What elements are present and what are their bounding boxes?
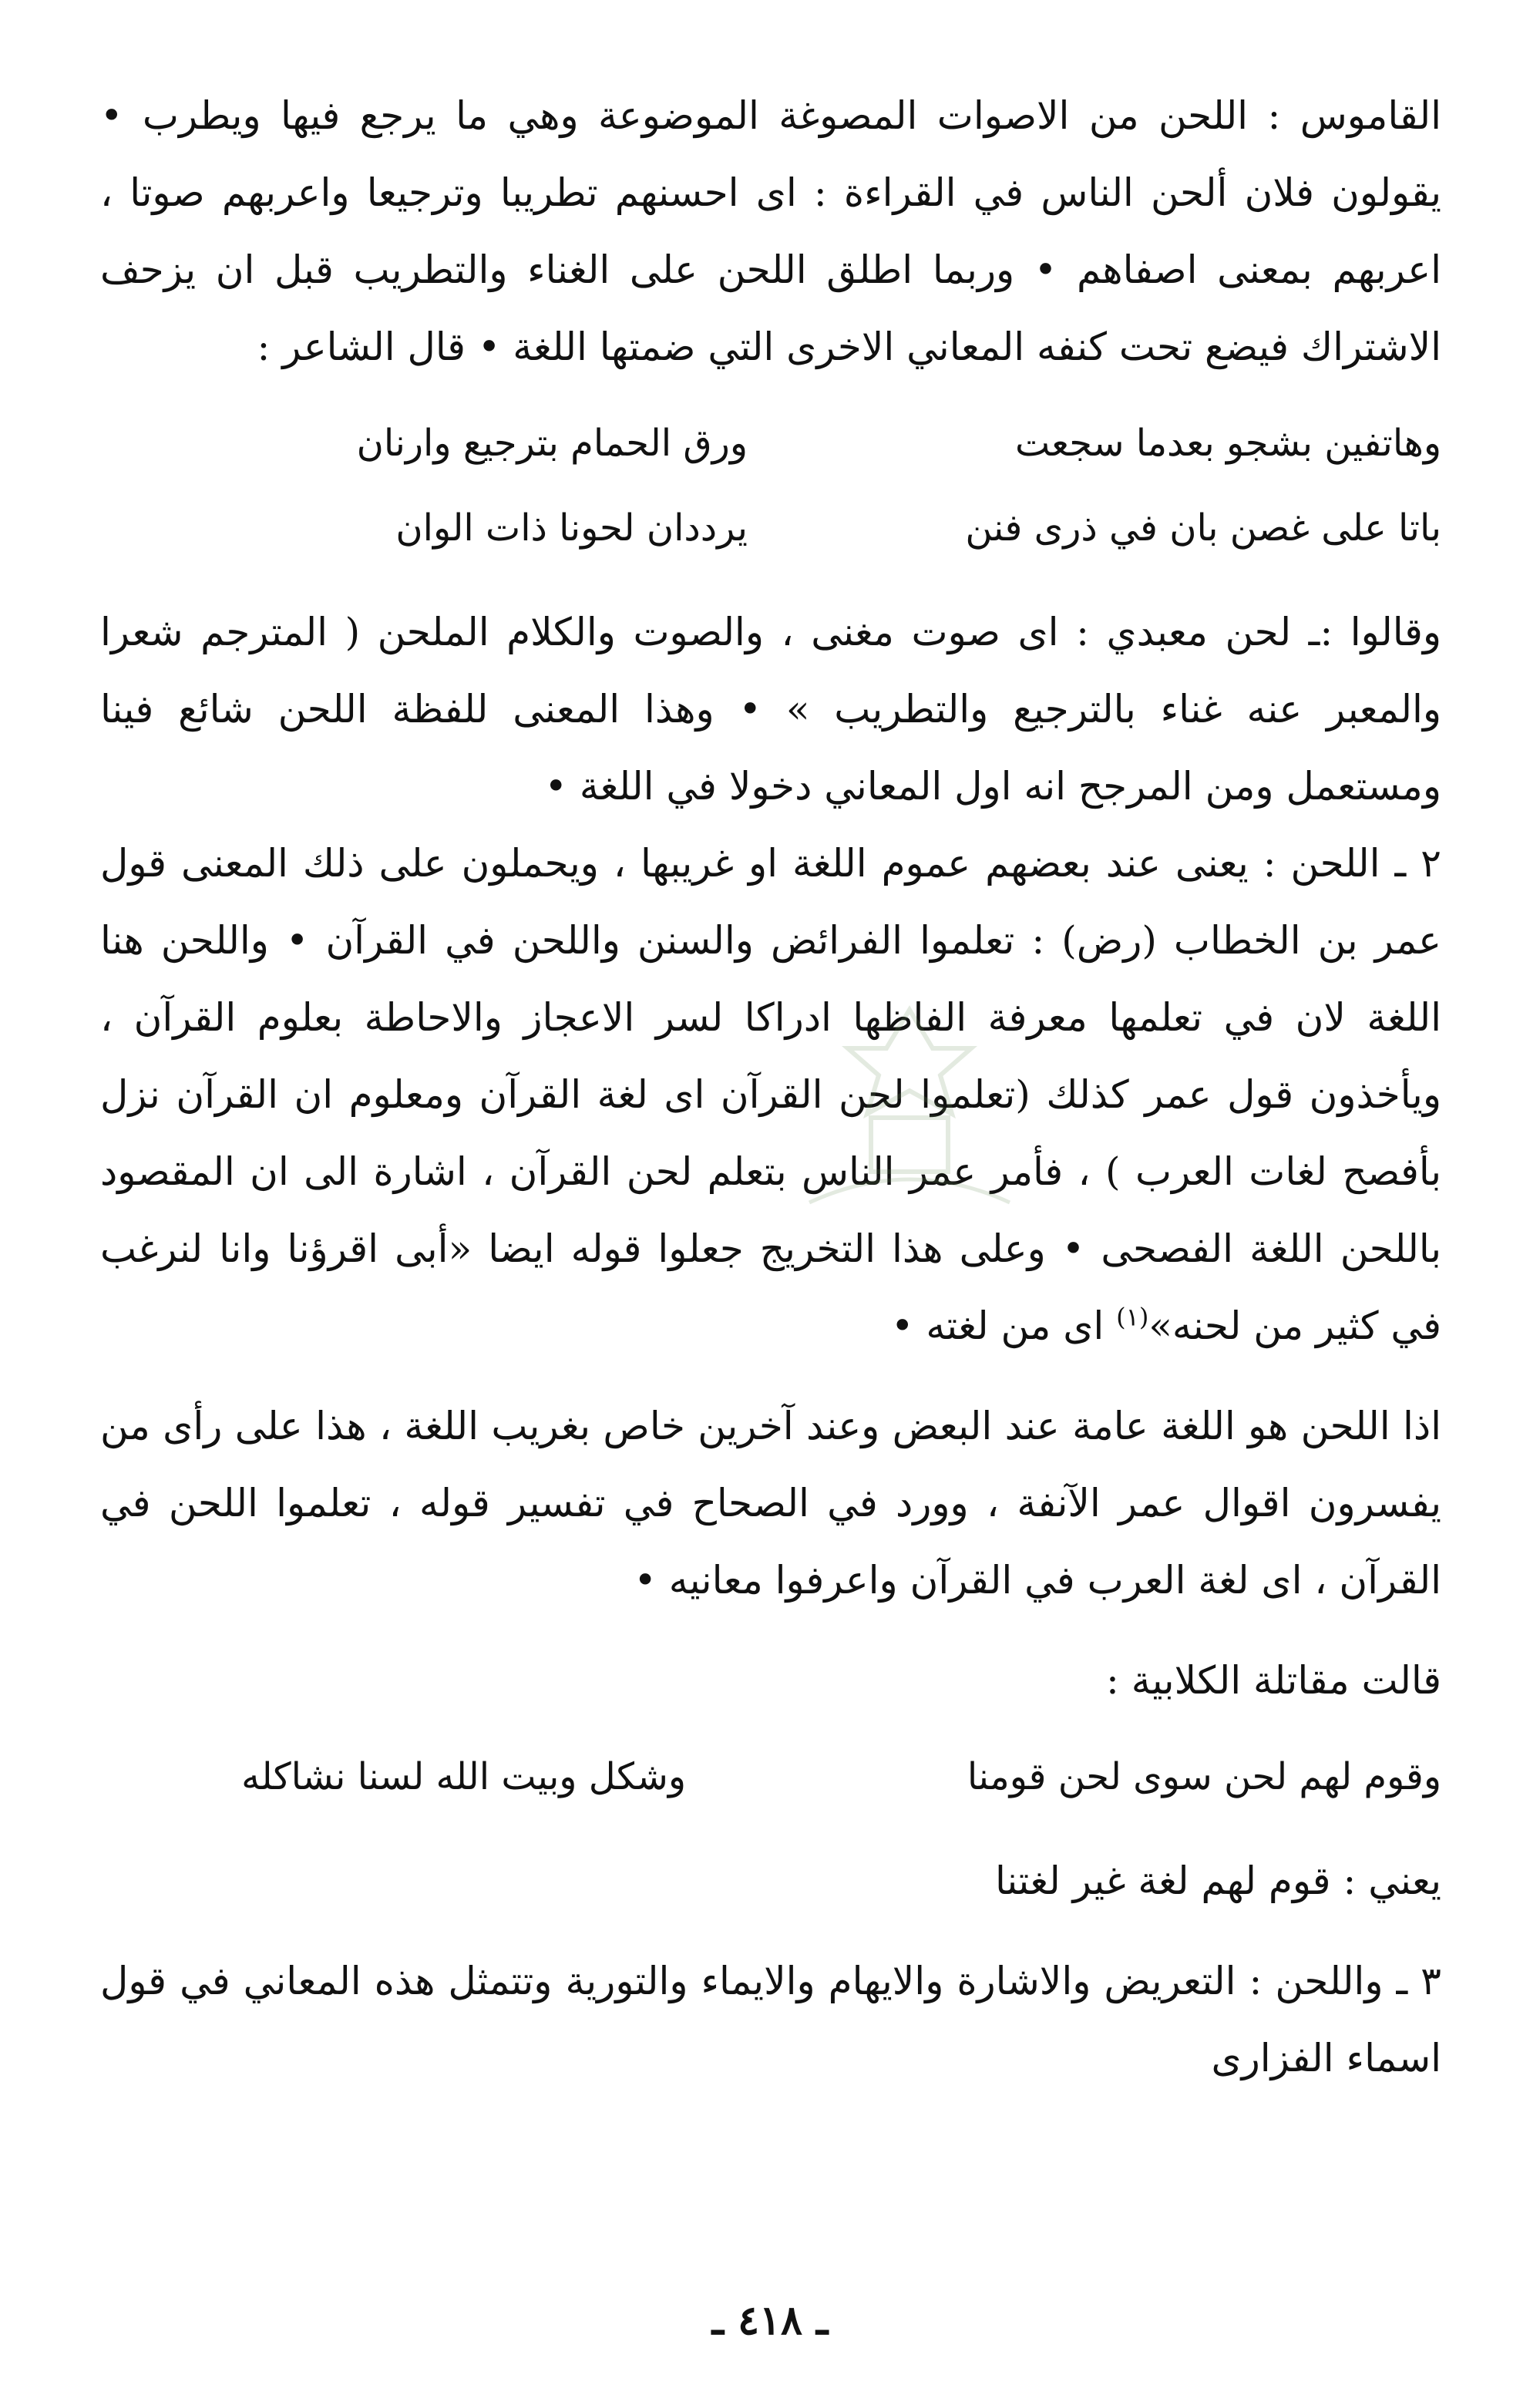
- paragraph-meaning: يعني : قوم لهم لغة غير لغتنا: [994, 1858, 1441, 1903]
- page-number: ـ ٤١٨ ـ: [711, 2297, 829, 2344]
- verse-line: [100, 486, 1441, 570]
- page-body: [100, 77, 1441, 2097]
- paragraph-poet-intro: قالت مقاتلة الكلابية :: [1106, 1658, 1441, 1703]
- verse-hemistich-left: وشكل وبيت الله لسنا نشاكله: [241, 1755, 686, 1798]
- footnote-marker[interactable]: (١): [1116, 1302, 1149, 1332]
- paragraph-section-2-tail: اى من لغته •: [890, 1303, 1105, 1348]
- verse-block-1: [100, 401, 1441, 570]
- paragraph-summary: اذا اللحن هو اللغة عامة عند البعض وعند آخرين خاص بغريب اللغة ، هذا على رأى من يفسرون اقوال عمر الآنفة ، وورد في الصحاح في تفسير قوله ، تعلموا اللحن في القرآن ، اى لغة العرب في القرآن واعرفوا معانيه •: [100, 1404, 1441, 1603]
- paragraph-lahn-maabadi: وقالوا :ـ لحن معبدي : اى صوت مغنى ، والصوت والكلام الملحن ( المترجم شعرا والمعبر عنه غناء بالترجيع والتطريب » • وهذا المعنى للفظة اللحن شائع فينا ومستعمل ومن المرجح انه اول المعاني دخولا في اللغة •: [100, 610, 1441, 809]
- verse-line: [100, 1734, 1441, 1819]
- verse-hemistich-right: وهاتفين بشجو بعدما سجعت: [1014, 422, 1441, 465]
- verse-hemistich-right: باتا على غصن بان في ذرى فنن: [965, 506, 1441, 550]
- verse-block-2: [100, 1734, 1441, 1819]
- paragraph-section-2-text: ٢ ـ اللحن : يعنى عند بعضهم عموم اللغة او غريبها ، ويحملون على ذلك المعنى قول عمر بن الخطاب (رض) : تعلموا الفرائض والسنن واللحن في القرآن • واللحن هنا اللغة لان في تعلمها معرفة الفاظها ادراكا لسر الاعجاز والاحاطة بعلوم القرآن ، ويأخذون قول عمر كذلك (تعلموا لحن القرآن اى لغة القرآن ومعلوم ان القرآن نزل بأفصح لغات العرب ) ، فأمر عمر الناس بتعلم لحن القرآن ، اشارة الى ان المقصود باللحن اللغة الفصحى • وعلى هذا التخريج جعلوا قوله ايضا «أبى اقرؤنا وانا لنرغب في كثير من لحنه»: [100, 841, 1441, 1348]
- library-seal-watermark: [778, 1002, 1041, 1233]
- verse-hemistich-right: وقوم لهم لحن سوى لحن قومنا: [967, 1755, 1441, 1798]
- paragraph-section-3: ٣ ـ واللحن : التعريض والاشارة والايهام والايماء والتورية وتتمثل هذه المعاني في قول اسماء الفزارى: [100, 1959, 1441, 2080]
- paragraph-qamus: القاموس : اللحن من الاصوات المصوغة الموضوعة وهي ما يرجع فيها ويطرب • يقولون فلان ألحن الناس في القراءة : اى احسنهم تطريبا وترجيعا واعربهم صوتا ، اعربهم بمعنى اصفاهم • وربما اطلق اللحن على الغناء والتطريب قبل ان يزحف الاشتراك فيضع تحت كنفه المعاني الاخرى التي ضمتها اللغة • قال الشاعر :: [100, 93, 1441, 369]
- paragraph-section-2: [100, 825, 1441, 1364]
- verse-hemistich-left: ورق الحمام بترجيع وارنان: [356, 422, 748, 465]
- verse-hemistich-left: يرددان لحونا ذات الوان: [395, 506, 748, 550]
- verse-line: [100, 401, 1441, 486]
